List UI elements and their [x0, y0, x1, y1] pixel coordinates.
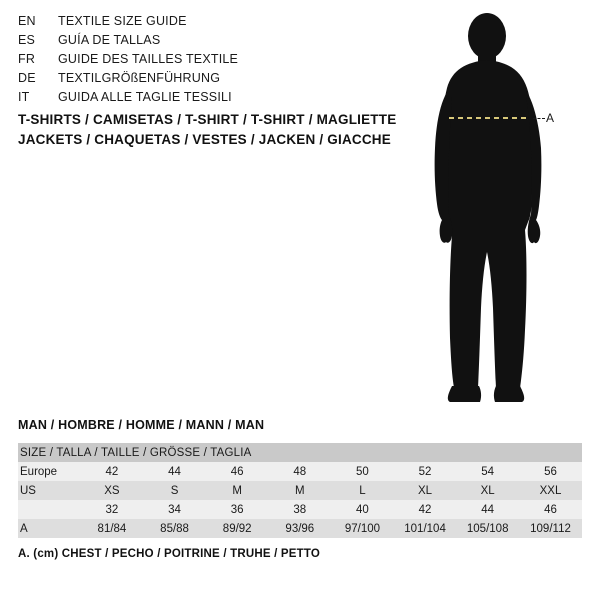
- language-list: [18, 14, 368, 109]
- language-text: GUIDE DES TAILLES TEXTILE: [58, 52, 239, 66]
- table-cell: S: [143, 481, 206, 500]
- table-cell: 36: [206, 500, 269, 519]
- table-row: [18, 481, 582, 500]
- table-cell: 50: [331, 462, 394, 481]
- table-cell: 89/92: [206, 519, 269, 538]
- table-header-label: SIZE / TALLA / TAILLE / GRÖSSE / TAGLIA: [18, 443, 582, 462]
- table-cell: 38: [269, 500, 332, 519]
- category-headings: [18, 110, 438, 150]
- table-cell: 48: [269, 462, 332, 481]
- language-row: [18, 14, 368, 33]
- table-cell: 44: [143, 462, 206, 481]
- category-tshirts: T-SHIRTS / CAMISETAS / T-SHIRT / T-SHIRT / MAGLIETTE: [18, 112, 397, 127]
- table-cell: 97/100: [331, 519, 394, 538]
- table-cell: 56: [519, 462, 582, 481]
- language-code: ES: [18, 33, 36, 47]
- language-code: DE: [18, 71, 36, 85]
- language-row: [18, 71, 368, 90]
- table-cell: 81/84: [81, 519, 144, 538]
- size-table-wrapper: [18, 443, 582, 538]
- language-text: GUÍA DE TALLAS: [58, 33, 161, 47]
- table-cell: M: [206, 481, 269, 500]
- table-cell: 101/104: [394, 519, 457, 538]
- table-cell: XL: [456, 481, 519, 500]
- table-cell: 42: [81, 462, 144, 481]
- table-cell: 34: [143, 500, 206, 519]
- table-cell: 32: [81, 500, 144, 519]
- measure-label-a: A: [546, 111, 555, 125]
- language-code: FR: [18, 52, 36, 66]
- table-cell: XL: [394, 481, 457, 500]
- language-row: [18, 90, 368, 109]
- language-code: IT: [18, 90, 30, 104]
- table-cell: 54: [456, 462, 519, 481]
- language-text: GUIDA ALLE TAGLIE TESSILI: [58, 90, 232, 104]
- size-table: [18, 443, 582, 538]
- table-row: [18, 462, 582, 481]
- table-cell: 52: [394, 462, 457, 481]
- table-cell: 46: [519, 500, 582, 519]
- table-cell: 85/88: [143, 519, 206, 538]
- table-cell: XS: [81, 481, 144, 500]
- table-row: [18, 500, 582, 519]
- table-cell: 40: [331, 500, 394, 519]
- language-text: TEXTILGRÖßENFÜHRUNG: [58, 71, 221, 85]
- language-row: [18, 33, 368, 52]
- row-label: A: [18, 519, 81, 538]
- row-label: US: [18, 481, 81, 500]
- table-cell: M: [269, 481, 332, 500]
- language-code: EN: [18, 14, 36, 28]
- row-label: [18, 500, 81, 519]
- silhouette-icon: [400, 8, 600, 408]
- male-silhouette-figure: [400, 8, 600, 408]
- table-cell: 105/108: [456, 519, 519, 538]
- category-jackets: JACKETS / CHAQUETAS / VESTES / JACKEN / GIACCHE: [18, 132, 391, 147]
- table-cell: 44: [456, 500, 519, 519]
- table-cell: L: [331, 481, 394, 500]
- table-cell: 109/112: [519, 519, 582, 538]
- table-cell: 46: [206, 462, 269, 481]
- language-text: TEXTILE SIZE GUIDE: [58, 14, 187, 28]
- row-label: Europe: [18, 462, 81, 481]
- footnote: A. (cm) CHEST / PECHO / POITRINE / TRUHE / PETTO: [18, 548, 321, 560]
- section-title: MAN / HOMBRE / HOMME / MANN / MAN: [18, 418, 265, 432]
- table-cell: 42: [394, 500, 457, 519]
- table-row: [18, 519, 582, 538]
- table-cell: 93/96: [269, 519, 332, 538]
- language-row: [18, 52, 368, 71]
- table-cell: XXL: [519, 481, 582, 500]
- table-header-row: [18, 443, 582, 462]
- measure-leader-line: [533, 118, 545, 119]
